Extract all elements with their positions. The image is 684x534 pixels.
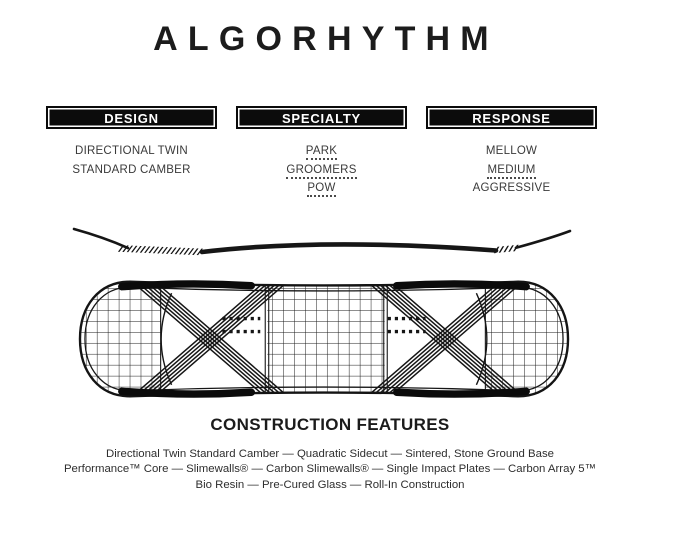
construction-features-heading: CONSTRUCTION FEATURES bbox=[210, 415, 450, 434]
profile-nose-curve bbox=[74, 229, 128, 248]
profile-tail-curve bbox=[516, 231, 570, 248]
construction-features-list bbox=[0, 447, 660, 493]
column-design bbox=[46, 106, 217, 198]
fiberglass-grid-center bbox=[267, 284, 385, 394]
spec-columns bbox=[46, 106, 597, 198]
product-title: ALGORHYTHM bbox=[153, 20, 499, 58]
column-specialty bbox=[236, 106, 407, 198]
column-response bbox=[426, 106, 597, 198]
edge-segment-nose-top bbox=[122, 284, 251, 287]
feature-line: Directional Twin Standard Camber — Quadratic Sidecut — Sintered, Stone Ground Base bbox=[105, 448, 555, 460]
spec-item: POW bbox=[236, 179, 407, 198]
feature-line: Bio Resin — Pre-Cured Glass — Roll-In Construction bbox=[195, 478, 465, 491]
edge-segment-tail-top bbox=[397, 284, 526, 287]
response-items bbox=[426, 142, 597, 198]
board-top-view-illustration bbox=[75, 277, 573, 401]
column-header-design: DESIGN bbox=[46, 106, 217, 129]
column-header-specialty: SPECIALTY bbox=[236, 106, 407, 129]
profile-nose-hatch bbox=[118, 249, 206, 253]
spec-item: AGGRESSIVE bbox=[472, 182, 551, 194]
profile-camber-arc bbox=[202, 244, 496, 252]
spec-item: PARK bbox=[236, 142, 407, 161]
specialty-items bbox=[236, 142, 407, 198]
fiberglass-grid-tail bbox=[485, 284, 567, 394]
feature-line: Performance™ Core — Slimewalls® — Carbon Slimewalls® — Single Impact Plates — Carbon Array 5™ bbox=[63, 463, 597, 476]
spec-item: DIRECTIONAL TWIN bbox=[75, 145, 188, 157]
spec-item: MEDIUM bbox=[426, 161, 597, 180]
fiberglass-grid-nose bbox=[81, 284, 161, 394]
spec-item: GROOMERS bbox=[236, 161, 407, 180]
spec-item: STANDARD CAMBER bbox=[72, 163, 191, 176]
column-header-response: RESPONSE bbox=[426, 106, 597, 129]
camber-profile-illustration bbox=[72, 224, 572, 272]
board-interior bbox=[81, 277, 567, 401]
edge-segment-tail-bottom bbox=[397, 391, 526, 394]
edge-segment-nose-bottom bbox=[122, 391, 251, 394]
spec-item: MELLOW bbox=[485, 145, 538, 157]
design-items bbox=[46, 142, 217, 179]
